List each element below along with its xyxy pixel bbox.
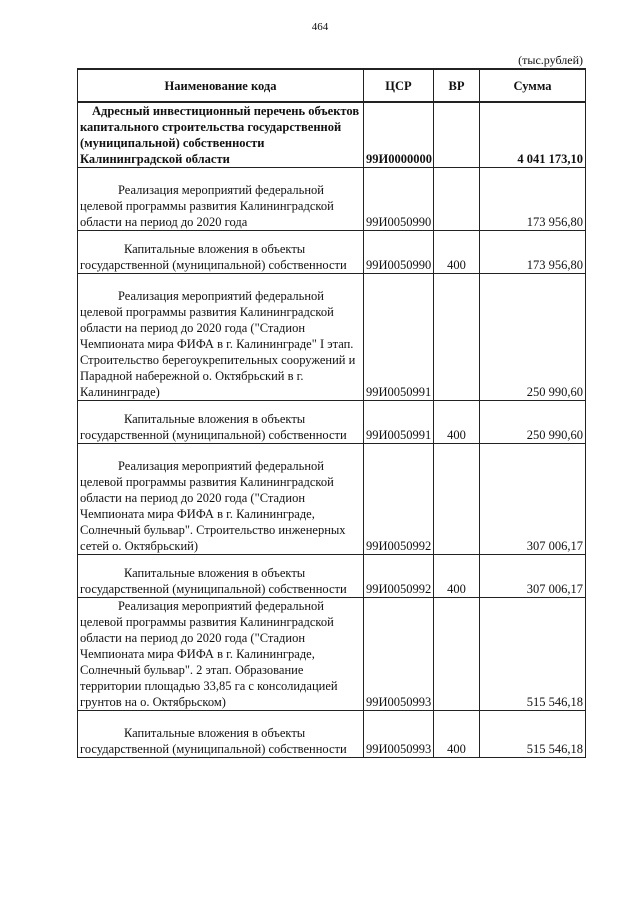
row-csr: 99И0050990: [364, 168, 434, 231]
budget-table: [77, 68, 586, 758]
table-row: [78, 401, 586, 444]
units-label: (тыс.рублей): [518, 53, 583, 67]
table-row: [78, 598, 586, 711]
table-header-row: [78, 69, 586, 102]
row-vr: 400: [434, 231, 480, 274]
header-csr: ЦСР: [364, 69, 434, 102]
row-sum: 4 041 173,10: [480, 102, 586, 168]
row-csr: 99И0050990: [364, 231, 434, 274]
row-sum: 250 990,60: [480, 274, 586, 401]
row-csr: 99И0000000: [364, 102, 434, 168]
row-csr: 99И0050992: [364, 555, 434, 598]
row-name: Реализация мероприятий федеральной целевой программы развития Калининградской области на период до 2020 года ("Стадион Чемпионата мира ФИФА в г. Калининграде, Солнечный бульвар". 2 этап. Образование территории площадью 33,85 га с консолидацией грунтов на о. Октябрьском): [78, 598, 364, 711]
row-csr: 99И0050993: [364, 711, 434, 758]
row-csr: 99И0050991: [364, 274, 434, 401]
row-name: Реализация мероприятий федеральной целевой программы развития Калининградской области на период до 2020 года ("Стадион Чемпионата мира ФИФА в г. Калининграде, Солнечный бульвар". Строительство инженерных сетей о. Октябрьский): [78, 444, 364, 555]
row-vr: [434, 168, 480, 231]
row-vr: [434, 598, 480, 711]
header-vr: ВР: [434, 69, 480, 102]
row-sum: 250 990,60: [480, 401, 586, 444]
row-sum: 307 006,17: [480, 555, 586, 598]
row-name: Капитальные вложения в объекты государственной (муниципальной) собственности: [78, 231, 364, 274]
row-csr: 99И0050992: [364, 444, 434, 555]
table-row: [78, 274, 586, 401]
row-name: Капитальные вложения в объекты государственной (муниципальной) собственности: [78, 555, 364, 598]
row-sum: 307 006,17: [480, 444, 586, 555]
table-row: [78, 711, 586, 758]
row-vr: 400: [434, 711, 480, 758]
row-name: Капитальные вложения в объекты государственной (муниципальной) собственности: [78, 401, 364, 444]
row-name: Адресный инвестиционный перечень объектов капитального строительства государственной (муниципальной) собственности Калининградской области: [78, 102, 364, 168]
header-name: Наименование кода: [78, 69, 364, 102]
row-sum: 173 956,80: [480, 168, 586, 231]
row-vr: 400: [434, 555, 480, 598]
row-sum: 173 956,80: [480, 231, 586, 274]
row-csr: 99И0050991: [364, 401, 434, 444]
row-sum: 515 546,18: [480, 711, 586, 758]
page-number: 464: [311, 21, 329, 33]
table-row: [78, 555, 586, 598]
table-row: [78, 444, 586, 555]
row-vr: 400: [434, 401, 480, 444]
row-name: Реализация мероприятий федеральной целевой программы развития Калининградской области на период до 2020 года ("Стадион Чемпионата мира ФИФА в г. Калининграде" I этап. Строительство берегоукрепительных сооружений и Парадной набережной о. Октябрьский в г. Калининграде): [78, 274, 364, 401]
row-name: Реализация мероприятий федеральной целевой программы развития Калининградской области на период до 2020 года: [78, 168, 364, 231]
table-row: [78, 168, 586, 231]
header-sum: Сумма: [480, 69, 586, 102]
table-row: [78, 231, 586, 274]
row-name: Капитальные вложения в объекты государственной (муниципальной) собственности: [78, 711, 364, 758]
table-row: [78, 102, 586, 168]
row-vr: [434, 102, 480, 168]
row-vr: [434, 274, 480, 401]
row-csr: 99И0050993: [364, 598, 434, 711]
row-vr: [434, 444, 480, 555]
row-sum: 515 546,18: [480, 598, 586, 711]
